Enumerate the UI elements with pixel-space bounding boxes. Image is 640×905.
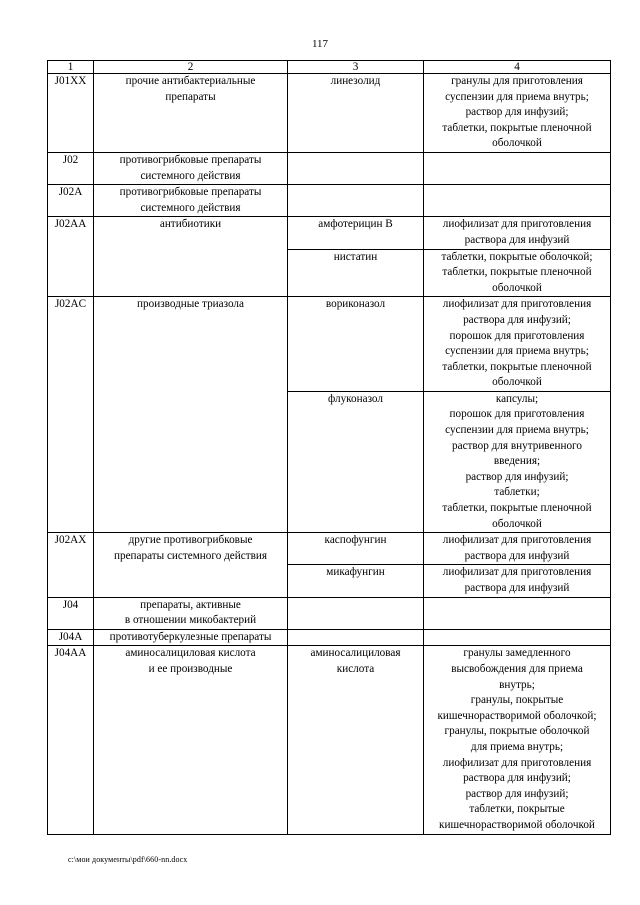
drug-cell: амфотерицин B (288, 217, 424, 249)
table-row (48, 74, 611, 153)
table-row (48, 297, 611, 392)
group-cell: противогрибковые препараты системного действия (94, 152, 288, 184)
group-cell: прочие антибактериальные препараты (94, 74, 288, 153)
dosage-form-cell: гранулы для приготовления суспензии для приема внутрь; раствор для инфузий; таблетки, покрытые пленочной оболочкой (424, 74, 611, 153)
table-row (48, 646, 611, 834)
drug-classification-table (47, 60, 611, 835)
header-cell: 1 (48, 61, 94, 74)
dosage-form-cell (424, 152, 611, 184)
file-path-footer: c:\мои документы\pdf\660-nn.docx (68, 855, 188, 864)
group-cell: антибиотики (94, 217, 288, 297)
drug-cell: каспофунгин (288, 533, 424, 565)
atc-code-cell: J04 (48, 597, 94, 629)
group-cell: аминосалициловая кислота и ее производные (94, 646, 288, 834)
atc-code-cell: J02AA (48, 217, 94, 297)
table-row (48, 185, 611, 217)
atc-code-cell: J01XX (48, 74, 94, 153)
dosage-form-cell: капсулы; порошок для приготовления суспензии для приема внутрь; раствор для внутривенного введения; раствор для инфузий; таблетки; таблетки, покрытые пленочной оболочкой (424, 391, 611, 532)
drug-cell: флуконазол (288, 391, 424, 532)
group-cell: другие противогрибковые препараты системного действия (94, 533, 288, 597)
atc-code-cell: J02AC (48, 297, 94, 533)
dosage-form-cell: лиофилизат для приготовления раствора для инфузий (424, 217, 611, 249)
table-row (48, 152, 611, 184)
dosage-form-cell: таблетки, покрытые оболочкой; таблетки, покрытые пленочной оболочкой (424, 249, 611, 297)
group-cell: противогрибковые препараты системного действия (94, 185, 288, 217)
dosage-form-cell: лиофилизат для приготовления раствора для инфузий (424, 533, 611, 565)
drug-cell (288, 185, 424, 217)
atc-code-cell: J02AX (48, 533, 94, 597)
table-row (48, 597, 611, 629)
drug-cell (288, 597, 424, 629)
dosage-form-cell: гранулы замедленного высвобождения для приема внутрь; гранулы, покрытые кишечнорастворимой оболочкой; гранулы, покрытые оболочкой для приема внутрь; лиофилизат для приготовления раствора для инфузий; раствор для инфузий; таблетки, покрытые кишечнорастворимой оболочкой (424, 646, 611, 834)
dosage-form-cell: лиофилизат для приготовления раствора для инфузий; порошок для приготовления суспензии для приема внутрь; таблетки, покрытые пленочной оболочкой (424, 297, 611, 392)
drug-cell: нистатин (288, 249, 424, 297)
header-cell: 4 (424, 61, 611, 74)
group-cell: производные триазола (94, 297, 288, 533)
atc-code-cell: J04AA (48, 646, 94, 834)
header-cell: 2 (94, 61, 288, 74)
drug-cell: вориконазол (288, 297, 424, 392)
drug-cell (288, 152, 424, 184)
drug-cell (288, 629, 424, 646)
atc-code-cell: J02 (48, 152, 94, 184)
drug-cell: микафунгин (288, 565, 424, 597)
table-header-row (48, 61, 611, 74)
group-cell: препараты, активные в отношении микобактерий (94, 597, 288, 629)
drug-cell: линезолид (288, 74, 424, 153)
table-row (48, 217, 611, 249)
dosage-form-cell (424, 185, 611, 217)
dosage-form-cell (424, 597, 611, 629)
table-row (48, 629, 611, 646)
atc-code-cell: J02A (48, 185, 94, 217)
atc-code-cell: J04A (48, 629, 94, 646)
header-cell: 3 (288, 61, 424, 74)
page-number: 117 (311, 38, 329, 50)
group-cell: противотуберкулезные препараты (94, 629, 288, 646)
drug-cell: аминосалициловая кислота (288, 646, 424, 834)
dosage-form-cell (424, 629, 611, 646)
table-row (48, 533, 611, 565)
dosage-form-cell: лиофилизат для приготовления раствора для инфузий (424, 565, 611, 597)
